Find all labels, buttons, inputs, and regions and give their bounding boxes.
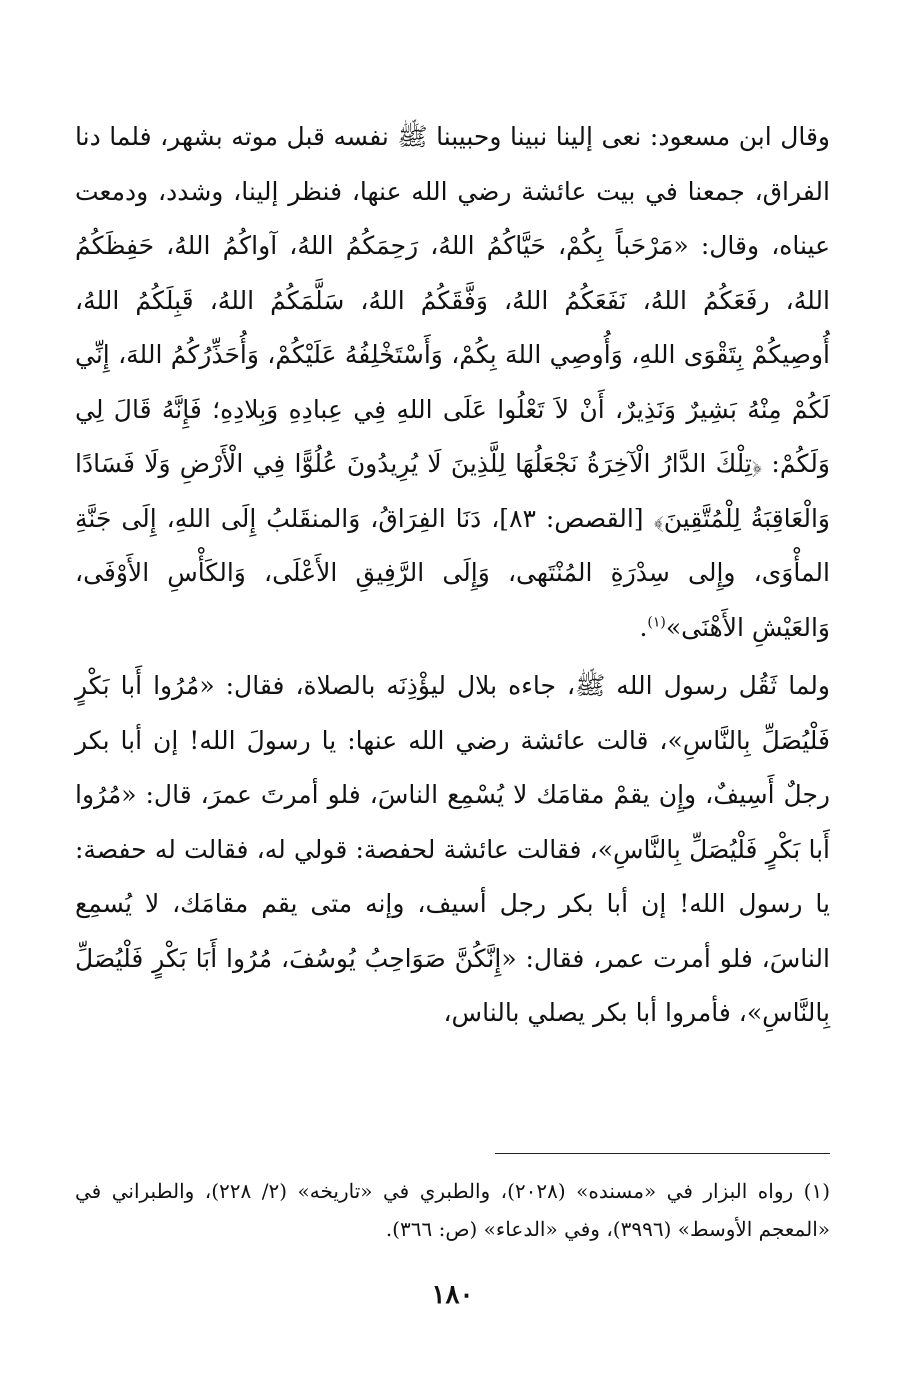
page-number: ١٨٠ <box>431 1280 474 1310</box>
footnote-divider <box>495 1153 830 1154</box>
paragraph-abu-bakr-prayer <box>75 659 830 1041</box>
sentence-end: . <box>639 612 648 642</box>
paragraph-ibn-masud <box>75 110 830 655</box>
paragraph-text: وقال ابن مسعود: نعى إلينا نبينا وحبيبنا ﷺ نفسه قبل موته بشهر، فلما دنا الفراق، جمعنا في بيت عائشة رضي الله عنها، فنظر إلينا، وشدد، ودمعت عيناه، وقال: «مَرْحَباً بِكُمْ، حَيَّاكُمُ اللهُ، رَحِمَكُمُ اللهُ، آواكُمُ اللهُ، حَفِظَكُمُ اللهُ، رفَعَكُمُ اللهُ، نَفَعَكُمُ اللهُ، وَفَّقَكُمُ اللهُ، سَلَّمَكُمُ اللهُ، قَبِلَكُمُ اللهُ، أُوصِيكُمْ بِتَقْوَى اللهِ، وَأُوصِي اللهَ بِكُمْ، وَأَسْتَخْلِفُهُ عَلَيْكُمْ، وَأُحَذِّرُكُمُ اللهَ، إِنِّي لَكُمْ مِنْهُ بَشِيرٌ وَنَذِيرٌ، أَنْ لاَ تَعْلُوا عَلَى اللهِ فِي عِبادِهِ وَبِلادِهِ؛ فَإِنَّهُ قَالَ لِي وَلَكُمْ: ﴿تِلْكَ الدَّارُ الْآخِرَةُ نَجْعَلُهَا لِلَّذِينَ لَا يُرِيدُونَ عُلُوًّا فِي الْأَرْضِ وَلَا فَسَادًا وَالْعَاقِبَةُ لِلْمُتَّقِينَ﴾ [القصص: ٨٣]، دَنَا الفِرَاقُ، وَالمنقَلبُ إِلَى اللهِ، إِلَى جَنَّةِ المأْوَى، وإِلى سِدْرَةِ المُنْتَهى، وَإِلَى الرَّفِيقِ الأَعْلَى، وَالكَأْسِ الأَوْفَى، وَالعَيْشِ الأَهْنَى» <box>75 122 830 642</box>
footnote: (١) رواه البزار في «مسنده» (٢٠٢٨)، والطبري في «تاريخه» (٢/ ٢٢٨)، والطبراني في «المعجم الأوسط» (٣٩٩٦)، وفي «الدعاء» (ص: ٣٦٦). <box>75 1179 831 1241</box>
footnote-reference[interactable]: (١) <box>647 614 666 631</box>
paragraph-text: ولما ثَقُل رسول الله ﷺ، جاءه بلال ليؤْذِنَه بالصلاة، فقال: «مُرُوا أَبا بَكْرٍ فَلْيُصَلِّ بِالنَّاسِ»، قالت عائشة رضي الله عنها: يا رسولَ الله! إن أبا بكر رجلٌ أَسِيفٌ، وإِن يقمْ مقامَك لا يُسْمِع الناسَ، فلو أمرتَ عمرَ، قال: «مُرُوا أَبا بَكْرٍ فَلْيُصَلِّ بِالنَّاسِ»، فقالت عائشة لحفصة: قولي له، فقالت له حفصة: يا رسول الله! إن أبا بكر رجل أسيف، وإنه متى يقم مقامَك، لا يُسمِع الناسَ، فلو أمرت عمر، فقال: «إِنَّكُنَّ صَوَاحِبُ يُوسُفَ، مُرُوا أَبَا بَكْرٍ فَلْيُصَلِّ بِالنَّاسِ»، فأمروا أبا بكر يصلي بالناس، <box>75 671 830 1027</box>
